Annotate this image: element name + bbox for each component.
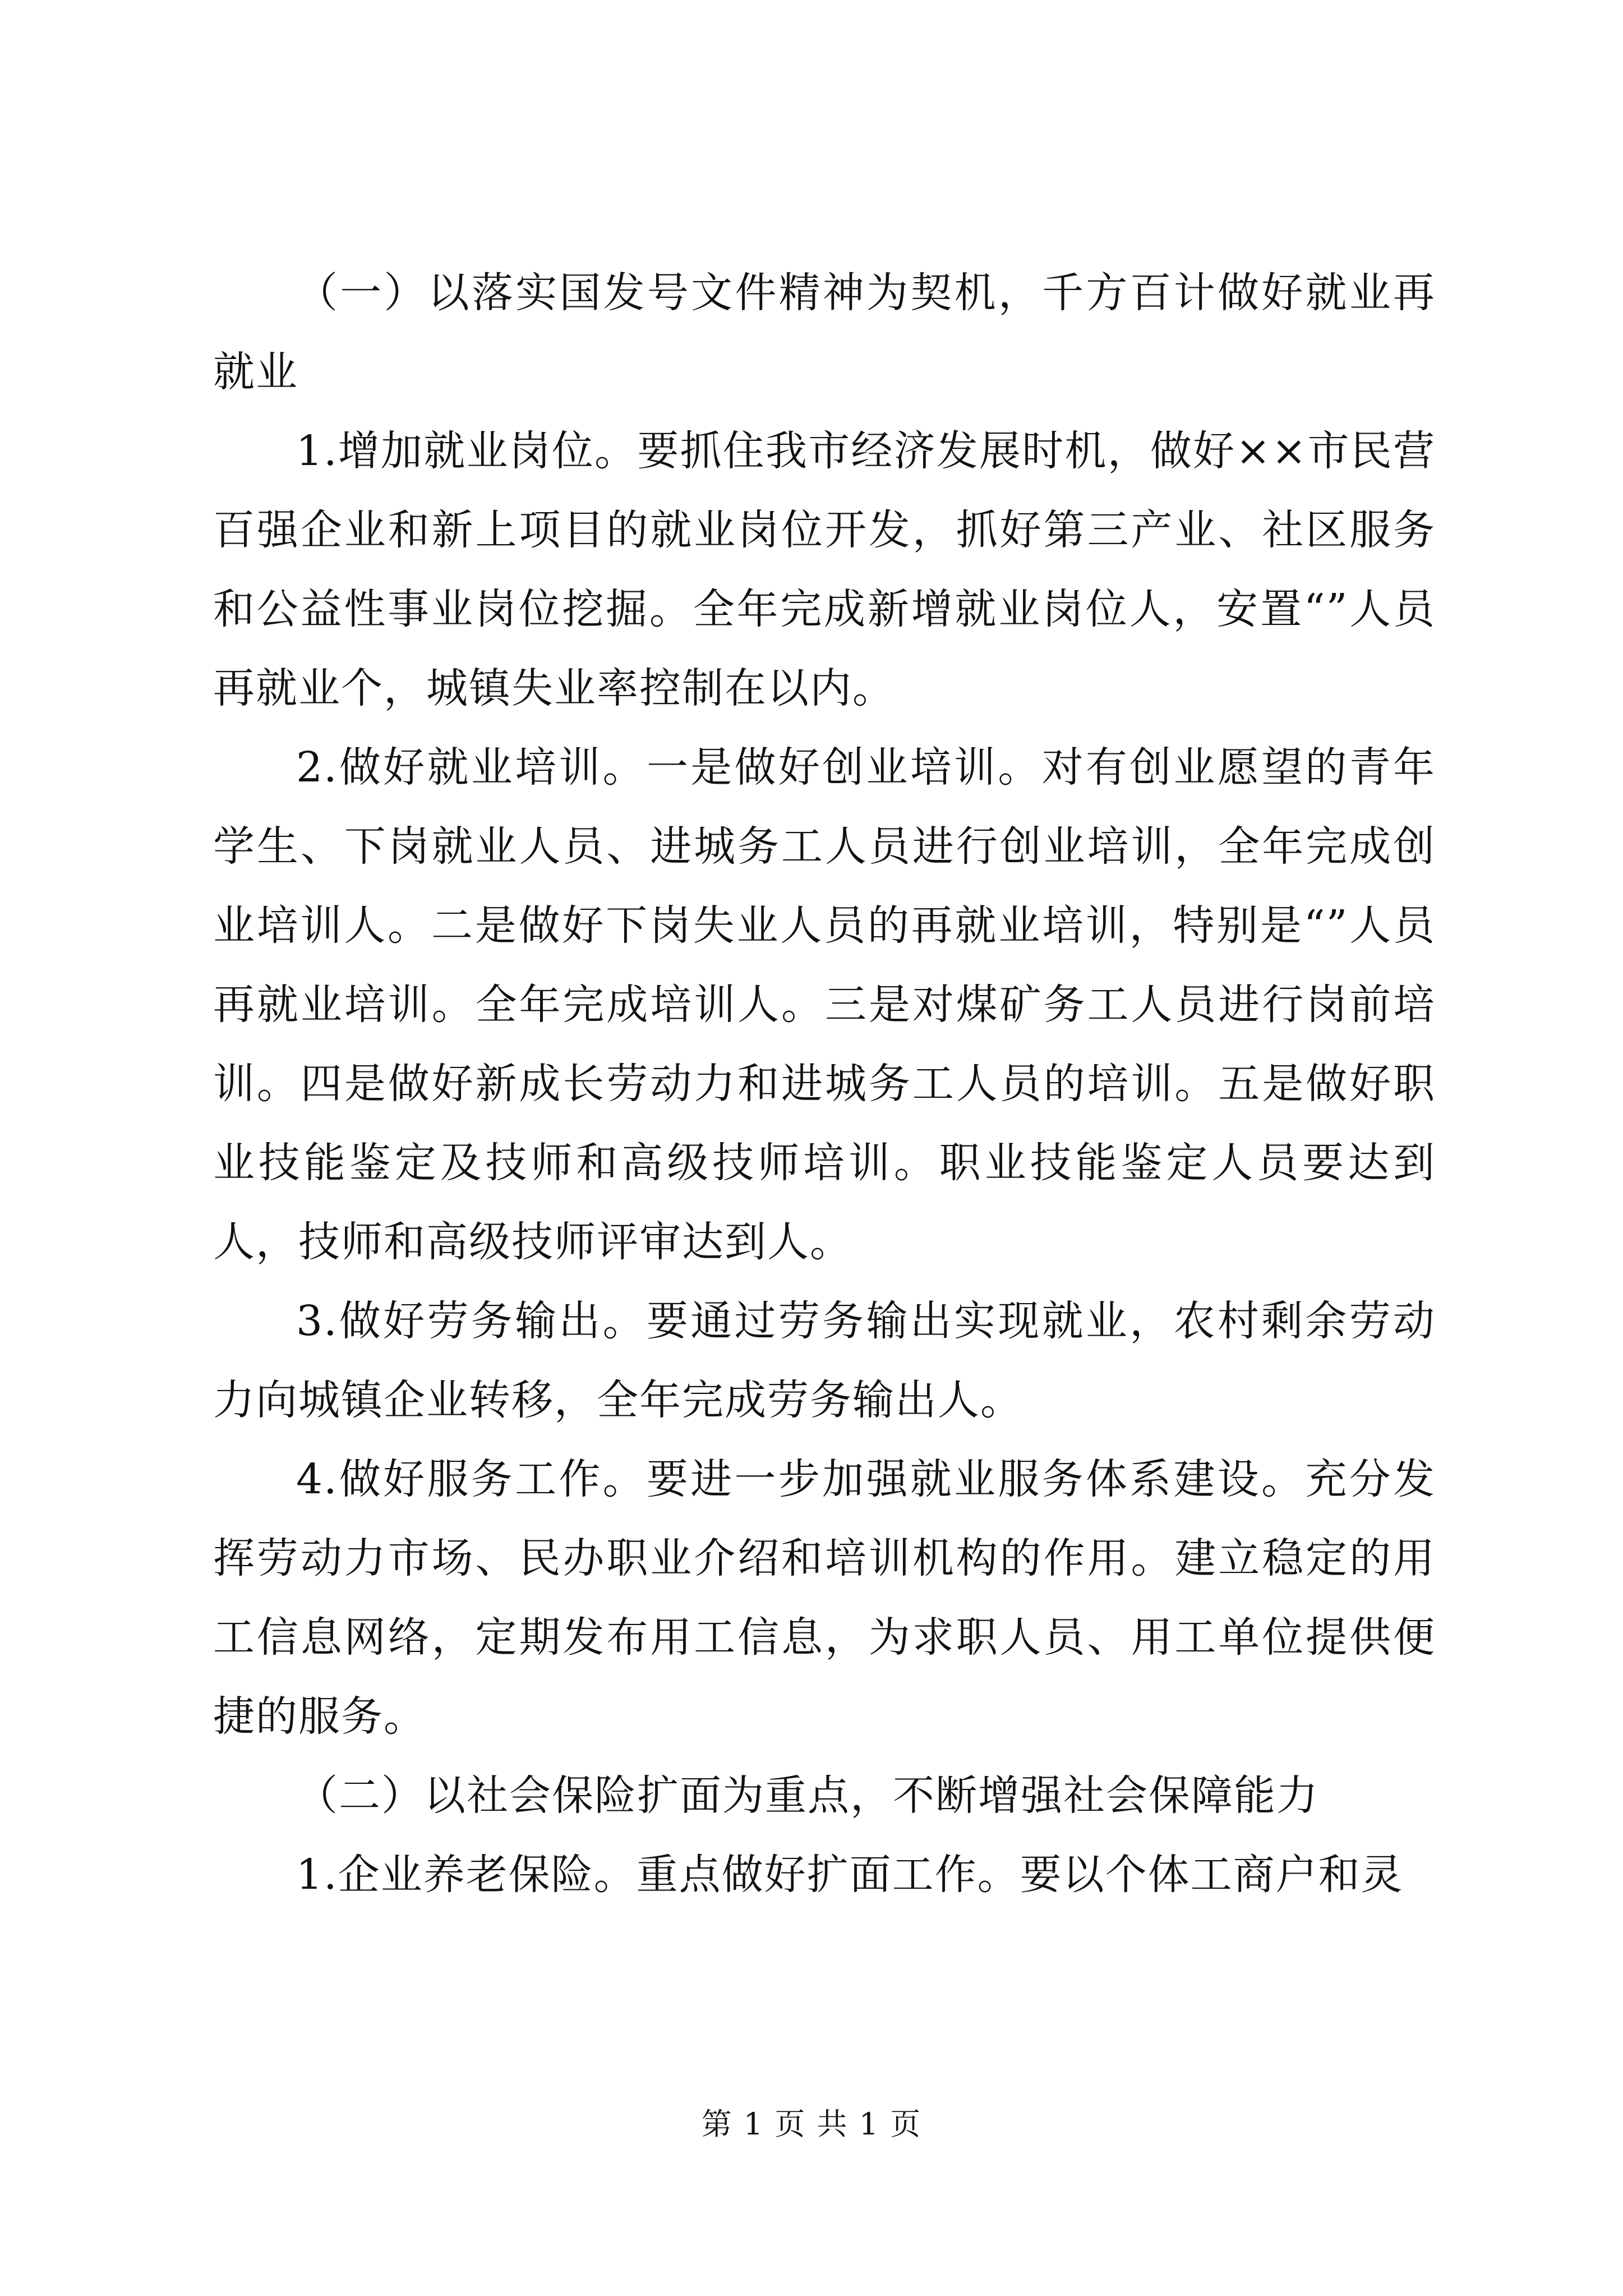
paragraph-increase-jobs: 1.增加就业岗位。要抓住我市经济发展时机，做好××市民营百强企业和新上项目的就业岗位开发，抓好第三产业、社区服务和公益性事业岗位挖掘。全年完成新增就业岗位人，安置“”人员再就业个，城镇失业率控制在以内。 [213, 427, 1436, 712]
section-heading-employment: （一）以落实国发号文件精神为契机，千方百计做好就业再就业 [213, 269, 1436, 396]
paragraph-labor-export: 3.做好劳务输出。要通过劳务输出实现就业，农村剩余劳动力向城镇企业转移，全年完成劳务输出人。 [213, 1297, 1436, 1424]
paragraph-pension-insurance: 1.企业养老保险。重点做好扩面工作。要以个体工商户和灵 [296, 1851, 1404, 1899]
paragraph-service-work: 4.做好服务工作。要进一步加强就业服务体系建设。充分发挥劳动力市场、民办职业介绍和培训机构的作用。建立稳定的用工信息网络，定期发布用工信息，为求职人员、用工单位提供便捷的服务。 [213, 1455, 1436, 1741]
document-body [213, 254, 1436, 1915]
page-footer: 第 1 页 共 1 页 [701, 2106, 922, 2142]
paragraph-employment-training: 2.做好就业培训。一是做好创业培训。对有创业愿望的青年学生、下岗就业人员、进城务工人员进行创业培训，全年完成创业培训人。二是做好下岗失业人员的再就业培训，特别是“”人员再就业培训。全年完成培训人。三是对煤矿务工人员进行岗前培训。四是做好新成长劳动力和进城务工人员的培训。五是做好职业技能鉴定及技师和高级技师培训。职业技能鉴定人员要达到人，技师和高级技师评审达到人。 [213, 743, 1436, 1266]
section-heading-social-insurance: （二）以社会保险扩面为重点，不断增强社会保障能力 [296, 1772, 1319, 1820]
